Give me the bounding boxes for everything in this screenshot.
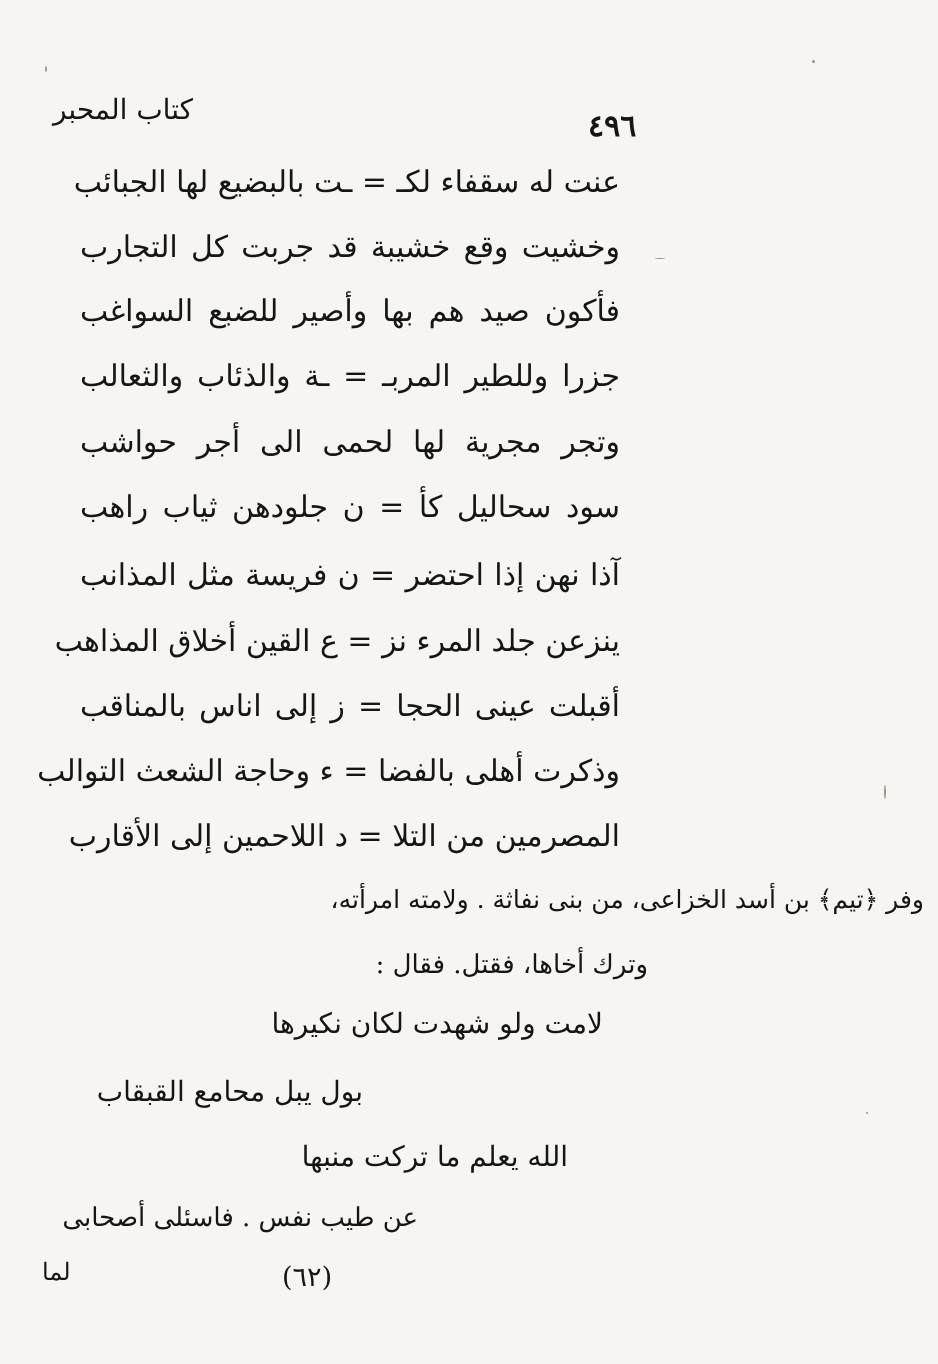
poem-line: المصرمين من التلا = د اللاحمين إلى الأقارب <box>68 819 620 854</box>
paper-speck <box>812 60 815 63</box>
verse-line: بول يبل محامع القبقاب <box>96 1075 363 1108</box>
poem-line: جزرا وللطير المربـ = ـة والذئاب والثعالب <box>80 359 620 394</box>
running-title: كتاب المحبر <box>52 93 193 126</box>
paper-speck <box>884 785 886 799</box>
poem-line: وذكرت أهلى بالفضا = ء وحاجة الشعث التوالب <box>37 754 620 789</box>
signature-mark: (٦٢) <box>282 1262 333 1293</box>
verse-line: لامت ولو شهدت لكان نكيرها <box>271 1007 603 1040</box>
paper-speck <box>45 66 47 72</box>
verse-line: عن طيب نفس . فاسئلى أصحابى <box>62 1203 418 1233</box>
page-number: ٤٩٦ <box>588 109 637 144</box>
paper-speck <box>655 258 665 259</box>
paper-speck <box>866 1112 868 1114</box>
poem-line: أقبلت عينى الحجا = ز إلى اناس بالمناقب <box>80 689 620 724</box>
poem-line: فأكون صيد هم بها وأصير للضبع السواغب <box>80 294 620 329</box>
poem-line: وخشيت وقع خشيبة قد جربت كل التجارب <box>80 230 620 265</box>
poem-line: سود سحاليل كأ = ن جلودهن ثياب راهب <box>80 490 620 525</box>
poem-line: آذا نهن إذا احتضر = ن فريسة مثل المذانب <box>80 558 620 593</box>
prose-line: وفر ﴿تيم﴾ بن أسد الخزاعى، من بنى نفاثة . ولامته امرأته، <box>330 885 924 914</box>
poem-line: وتجر مجرية لها لحمى الى أجر حواشب <box>80 425 620 460</box>
poem-line: ينزعن جلد المرء نز = ع القين أخلاق المذاهب <box>54 624 620 659</box>
verse-line: الله يعلم ما تركت منبها <box>301 1140 568 1173</box>
prose-line: وترك أخاها، فقتل. فقال : <box>375 950 648 980</box>
catchword: لما <box>42 1258 71 1286</box>
poem-line: عنت له سقفاء لكـ = ـت بالبضيع لها الجبائب <box>73 165 620 200</box>
